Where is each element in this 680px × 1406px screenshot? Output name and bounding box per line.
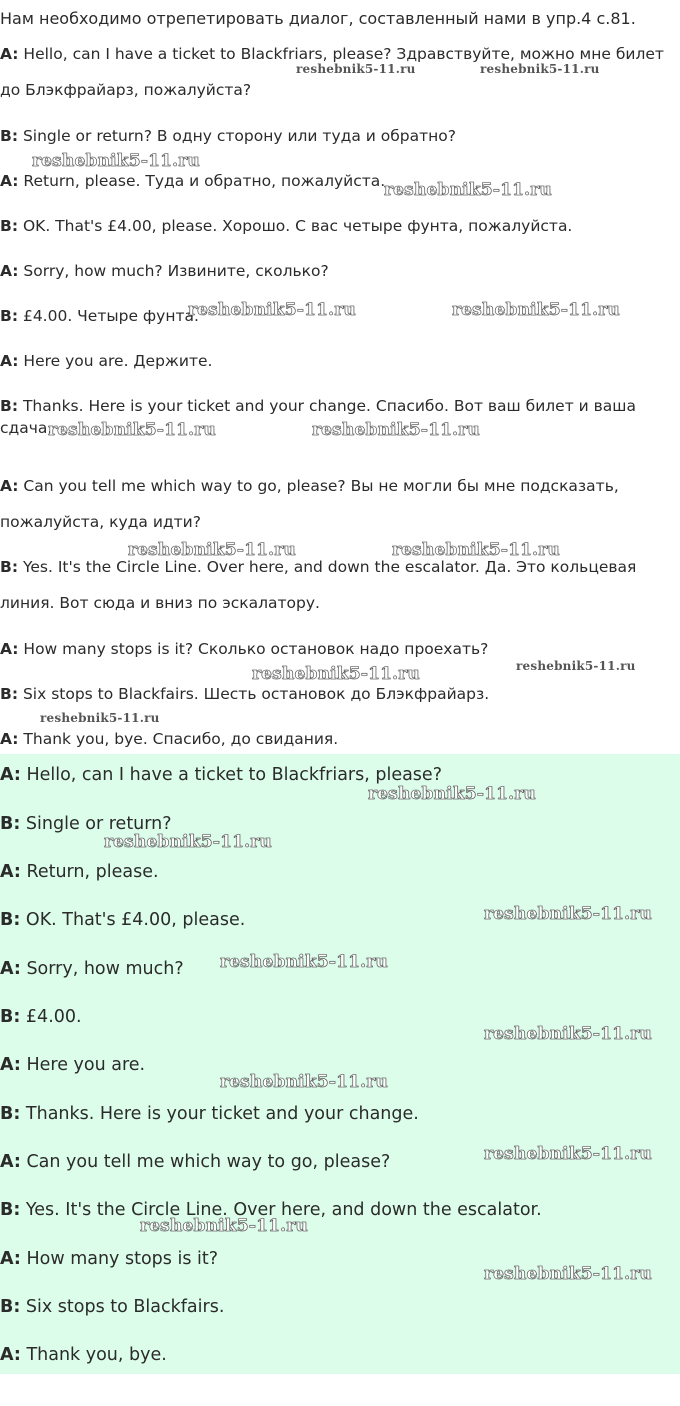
line-text: How many stops is it? Сколько остановок надо проехать? [23,640,489,658]
speaker-label: A: [0,1152,21,1172]
line-text: Here you are. Держите. [23,352,213,370]
watermark: reshebnik5-11.ru [484,904,652,924]
line-text: Single or return? [25,814,172,834]
dialog-line [0,468,680,540]
english-line [0,1294,680,1320]
watermark: reshebnik5-11.ru [312,420,480,440]
speaker-label: B: [0,217,19,235]
speaker-label: B: [0,910,21,930]
dialog-line [0,682,680,706]
line-text: Thank you, bye. [26,1345,167,1365]
line-text: Thanks. Here is your ticket and your change. [25,1104,419,1124]
speaker-label: B: [0,1007,21,1027]
speaker-label: B: [0,397,19,415]
english-line [0,859,680,885]
speaker-label: A: [0,262,19,280]
line-text: Sorry, how much? [26,959,184,979]
watermark: reshebnik5-11.ru [368,784,536,804]
english-line [0,762,680,788]
line-text: OK. That's £4.00, please. [25,910,246,930]
line-text: Thank you, bye. Спасибо, до свидания. [23,730,339,748]
line-text: Return, please. Туда и обратно, пожалуйста. [23,172,386,190]
line-text: Six stops to Blackfairs. [25,1297,225,1317]
speaker-label: A: [0,862,21,882]
speaker-label: A: [0,959,21,979]
watermark: reshebnik5-11.ru [484,1024,652,1044]
english-line [0,811,680,837]
dialog-line [0,169,680,193]
english-line [0,1342,680,1368]
dialog-line [0,549,680,621]
watermark: reshebnik5-11.ru [40,711,160,725]
line-text: Here you are. [26,1055,146,1075]
line-text: £4.00. Четыре фунта. [22,307,199,325]
speaker-label: B: [0,307,19,325]
dialog-line [0,124,680,148]
speaker-label: B: [0,1200,21,1220]
watermark: reshebnik5-11.ru [296,62,416,76]
watermark: reshebnik5-11.ru [220,1072,388,1092]
dialog-line [0,349,680,373]
speaker-label: A: [0,45,19,63]
dialog-line [0,259,680,283]
line-text: Hello, can I have a ticket to Blackfriars, please? [26,765,442,785]
line-text: Six stops to Blackfairs. Шесть остановок до Блэкфрайарз. [22,685,490,703]
watermark: reshebnik5-11.ru [452,300,620,320]
intro-text: Нам необходимо отрепетировать диалог, составленный нами в упр.4 с.81. [0,9,636,28]
speaker-label: A: [0,1055,21,1075]
watermark: reshebnik5-11.ru [32,151,200,171]
line-text: £4.00. [25,1007,82,1027]
speaker-label: B: [0,127,19,145]
watermark: reshebnik5-11.ru [188,300,356,320]
watermark: reshebnik5-11.ru [516,659,636,673]
line-text: Single or return? В одну сторону или туда и обратно? [22,127,457,145]
speaker-label: A: [0,765,21,785]
line-text: Return, please. [26,862,159,882]
speaker-label: B: [0,685,19,703]
line-text: Yes. It's the Circle Line. Over here, and down the escalator. Да. Это кольцевая линия. Вот сюда и вниз по эскалатору. [0,558,637,612]
speaker-label: B: [0,814,21,834]
watermark: reshebnik5-11.ru [480,62,600,76]
line-text: Hello, can I have a ticket to Blackfriars, please? Здравствуйте, можно мне билет до Блэкфрайарз, пожалуйста? [0,45,664,99]
speaker-label: A: [0,730,19,748]
line-text: Sorry, how much? Извините, сколько? [23,262,329,280]
line-text: Can you tell me which way to go, please? [26,1152,391,1172]
watermark: reshebnik5-11.ru [128,540,296,560]
dialog-line [0,727,680,751]
watermark: reshebnik5-11.ru [48,420,216,440]
dialog-line [0,214,680,238]
watermark: reshebnik5-11.ru [484,1264,652,1284]
dialog-line [0,637,680,661]
line-text: How many stops is it? [26,1249,219,1269]
speaker-label: A: [0,172,19,190]
english-line [0,1197,680,1223]
speaker-label: A: [0,477,19,495]
speaker-label: A: [0,1345,21,1365]
line-text: Can you tell me which way to go, please? Вы не могли бы мне подсказать, пожалуйста, куда идти? [0,477,619,531]
speaker-label: B: [0,1104,21,1124]
speaker-label: B: [0,1297,21,1317]
speaker-label: B: [0,558,19,576]
speaker-label: A: [0,1249,21,1269]
speaker-label: A: [0,352,19,370]
watermark: reshebnik5-11.ru [392,540,560,560]
line-text: Yes. It's the Circle Line. Over here, and down the escalator. [25,1200,542,1220]
line-text: Thanks. Here is your ticket and your change. Спасибо. Вот ваш билет и ваша сдача. [0,397,636,437]
watermark: reshebnik5-11.ru [384,180,552,200]
watermark: reshebnik5-11.ru [140,1216,308,1236]
watermark: reshebnik5-11.ru [220,952,388,972]
watermark: reshebnik5-11.ru [484,1144,652,1164]
english-line [0,1101,680,1127]
speaker-label: A: [0,640,19,658]
watermark: reshebnik5-11.ru [252,664,420,684]
line-text: OK. That's £4.00, please. Хорошо. С вас четыре фунта, пожалуйста. [22,217,573,235]
watermark: reshebnik5-11.ru [104,832,272,852]
